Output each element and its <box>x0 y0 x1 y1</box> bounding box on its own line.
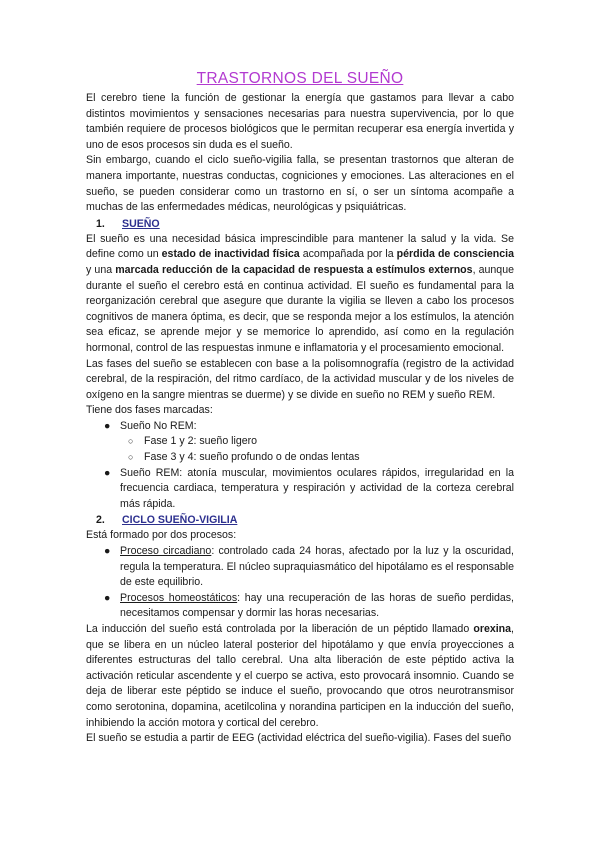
section-1-paragraph-2: Las fases del sueño se establecen con base a la polisomnografía (registro de la actividad cerebral, de la respiración, del ritmo cardíaco, de la actividad muscular y de los niveles de oxígeno en la sangre mientras se duerme) y se divide en sueño no REM y sueño REM. <box>86 357 514 401</box>
s2p2-text-c: , que se libera en un núcleo lateral posterior del hipotálamo y que envía proyecciones a diferentes estructuras del tallo cerebral. Una alta liberación de este péptido activa la activación reticular ascendente y el cuerpo se activa, esto provocará insomnio. Cuando se deja de liberar este péptido se induce el sueño, provocando que otros neurotransmisor como serotonina, dopamina, acetilcolina y norandina participen en la inducción del sueño, inhibiendo la acción motora y cortical del cerebro. <box>86 623 514 729</box>
list-item-rem <box>86 466 514 513</box>
s2p2-bold-orexina: orexina <box>473 623 512 635</box>
section-1-paragraph-1 <box>86 232 514 357</box>
sublist-item-text: Fase 3 y 4: sueño profundo o de ondas lentas <box>144 451 360 464</box>
bullet-dot-icon: ● <box>104 591 111 604</box>
s1p1-text-a: El sueño es una necesidad básica imprescindible para mantener la salud y la vida. Se define como un <box>86 232 514 261</box>
list-item-text: : controlado cada 24 horas, afectado por la luz y la oscuridad, regula la temperatura. El núcleo supraquiasmático del hipotálamo es el responsable de este equilibrio. <box>120 545 514 589</box>
section-1-title: SUEÑO <box>122 217 160 230</box>
section-2-heading <box>86 512 514 528</box>
section-2-paragraph-2 <box>86 622 514 731</box>
intro-paragraph-1: El cerebro tiene la función de gestionar la energía que gastamos para llevar a cabo distintos movimientos y sensaciones necesarias para nuestra supervivencia, por lo que también requiere de procesos biológicos que le permitan recuperar esa energía invertida y uno de esos procesos sin duda es el sueño. <box>86 92 514 151</box>
bullet-circle-icon: ○ <box>128 436 134 447</box>
section-1-list <box>86 419 514 513</box>
sublist-item-phase-1-2 <box>86 434 514 450</box>
list-item-text: : hay una recuperación de las horas de sueño perdidas, necesitamos compensar y dormir las horas necesarias. <box>120 591 514 620</box>
section-1-paragraph-3: Tiene dos fases marcadas: <box>86 404 213 417</box>
s2p2-text-a: La inducción del sueño está controlada por la liberación de un péptido llamado <box>86 623 474 635</box>
section-1-heading <box>86 216 514 232</box>
section-2-number: 2. <box>96 514 105 527</box>
list-item-text: Sueño No REM: <box>120 419 197 432</box>
sublist-item-text: Fase 1 y 2: sueño ligero <box>144 435 258 448</box>
list-item-text: Sueño REM: atonía muscular, movimientos oculares rápidos, irregularidad en la frecuencia cardiaca, temperatura y respiración y actividad de la corteza cerebral más rápida. <box>120 466 514 510</box>
section-2-list <box>86 544 514 622</box>
s1p1-bold-1: estado de inactividad física <box>161 248 300 261</box>
intro-paragraph-2: Sin embargo, cuando el ciclo sueño-vigilia falla, se presentan trastornos que alteran de manera importante, nuestras conductas, cogniciones y emociones. Las alteraciones en el sueño, se pueden considerar como un trastorno en sí, o ser un síntoma acompañe a muchas de las enfermedades médicas, neurológicas y psiquiátricas. <box>86 154 514 214</box>
s1p1-bold-3: marcada reducción de la capacidad de respuesta a estímulos externos <box>115 263 473 276</box>
section-2-paragraph-3: El sueño se estudia a partir de EEG (actividad eléctrica del sueño-vigilia). Fases del sueño <box>86 732 512 745</box>
list-item-homeostatic <box>86 591 514 622</box>
s1p1-text-c: acompañada por la <box>299 248 397 261</box>
section-1-number: 1. <box>96 217 105 230</box>
list-item-no-rem <box>86 419 514 435</box>
bullet-dot-icon: ● <box>104 419 111 432</box>
section-2-paragraph-1: Está formado por dos procesos: <box>86 529 237 542</box>
bullet-dot-icon: ● <box>104 545 111 558</box>
document-page <box>86 68 514 747</box>
section-2-title: CICLO SUEÑO-VIGILIA <box>122 514 238 527</box>
document-title: TRASTORNOS DEL SUEÑO <box>196 70 404 87</box>
bullet-circle-icon: ○ <box>128 452 134 463</box>
sublist-item-phase-3-4 <box>86 450 514 466</box>
s1p1-text-d: y una <box>86 263 116 276</box>
term-homeostatic: Procesos homeostáticos <box>120 591 238 604</box>
bullet-dot-icon: ● <box>104 466 111 479</box>
s1p1-bold-2: pérdida de consciencia <box>396 248 514 261</box>
term-circadian: Proceso circadiano <box>120 545 212 558</box>
s1p1-text-e: , aunque durante el sueño el cerebro está en continua actividad. El sueño es fundamental para la reorganización cerebral que asegure que durante la vigilia se lleven a cabo los procesos cognitivos de manera óptima, es decir, que se responda mejor a los estímulos, la atención sea eficaz, se aprende mejor y se memorice lo aprendido, así como en la regulación hormonal, control de las respuestas inmune e inflamatoria y el procesamiento emocional. <box>86 263 514 354</box>
list-item-circadian <box>86 544 514 591</box>
